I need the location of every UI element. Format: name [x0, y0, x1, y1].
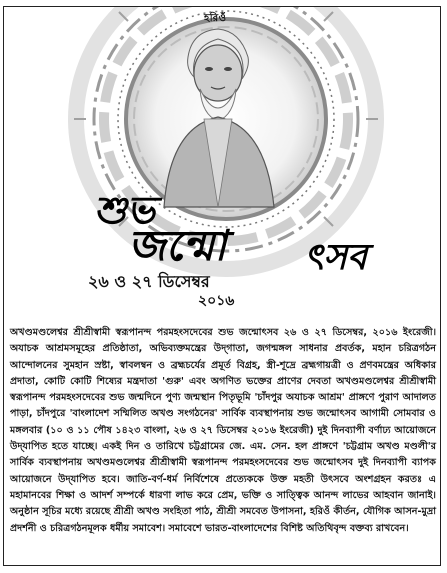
title-word-1: শুভ	[94, 187, 156, 232]
article-text: অখণ্ডমণ্ডলেশ্বর শ্রীশ্রীস্বামী স্বরূপানন্দ পরমহংসদেবের শুভ জন্মোৎসব ২৬ ও ২৭ ডিসেম্বর, ২০১৬ ইংরেজী। অযাচক আশ্রমসমূহের প্রতিষ্ঠাতা, অভিব্যক্তমন্ত্রের উদ্‌গাতা, জগন্মঙ্গল সাধনার প্রবর্তক, মহান চরিত্রগঠন আন্দোলনের সুমহান স্রষ্টা, স্বাবলম্বন ও ব্রহ্মচর্যের প্রমূর্ত বিগ্রহ, স্ত্রী-শূদ্রে ব্রহ্মগায়ত্রী ও প্রণবমন্ত্রের অধিকার প্রদাতা, কোটি কোটি শিষ্যের মন্ত্রদাতা 'গুরু' এবং অগণিত ভক্তের প্রাণের দেবতা অখণ্ডমণ্ডলেশ্বর শ্রীশ্রীস্বামী স্বরূপানন্দ পরমহংসদেবের শুভ জন্মদিনে পুণ্য জন্মস্থান পিতৃভূমি 'চাঁদপুর অযাচক আশ্রম' প্রাঙ্গণে পুরাণ আদালত পাড়া, চাঁদপুরে 'বাংলাদেশ সম্মিলিত অখণ্ড সংগঠনের' সার্বিক ব্যবস্থাপনায় শুভ জন্মোৎসব আগামী সোমবার ও মঙ্গলবার (১০ ও ১১ পৌষ ১৪২৩ বাংলা, ২৬ ও ২৭ ডিসেম্বর ২০১৬ ইংরেজী) দুই দিনব্যাপী বর্ণাঢ্য আয়োজনে উদ্‌যাপিত হতে যাচ্ছে। একই দিন ও তারিখে চট্টগ্রামের জে. এম. সেন. হল প্রাঙ্গণে 'চট্টগ্রাম অখণ্ড মণ্ডলী'র সার্বিক ব্যবস্থাপনায় অখণ্ডমণ্ডলেশ্বর শ্রীশ্রীস্বামী স্বরূপানন্দ পরমহংসদেবের শুভ জন্মোৎসব দুই দিনব্যাপী ব্যাপক আয়োজনে উদ্‌যাপিত হবে। জাতি-বর্ণ-ধর্ম নির্বিশেষে প্রত্যেককে উক্ত মহতী উৎসবে অংশগ্রহন করতঃ এ মহামানবের শিক্ষা ও আদর্শ সম্পর্কে ধারণা লাভ করে প্রেম, ভক্তি ও সাত্ত্বিক আনন্দ লাভের আহবান জানাই। অনুষ্ঠান সূচির মধ্যে রয়েছে শ্রীশ্রী অখণ্ড সংহিতা পাঠ, শ্রীশ্রী সমবেত উপাসনা, হরিওঁ কীর্তন, যৌগিক আসন-মুদ্রা প্রদর্শনী ও চরিত্রগঠনমূলক ধর্মীয় সমাবেশ। সমাবেশে ভারত-বাংলাদেশের বিশিষ্ট অতিথিবৃন্দ বক্তব্য রাখবেন।	[10, 327, 436, 534]
title-word-2: জন্মো	[128, 221, 227, 270]
decorative-rings	[4, 7, 442, 319]
event-year: ২০১৬	[198, 293, 235, 309]
top-mark: হরিওঁ	[204, 13, 227, 24]
announcement-frame	[3, 6, 441, 566]
event-date: ২৬ ও ২৭ ডিসেম্বর	[88, 272, 210, 291]
banner	[4, 7, 442, 319]
title-word-3: ৎসব	[304, 236, 368, 278]
